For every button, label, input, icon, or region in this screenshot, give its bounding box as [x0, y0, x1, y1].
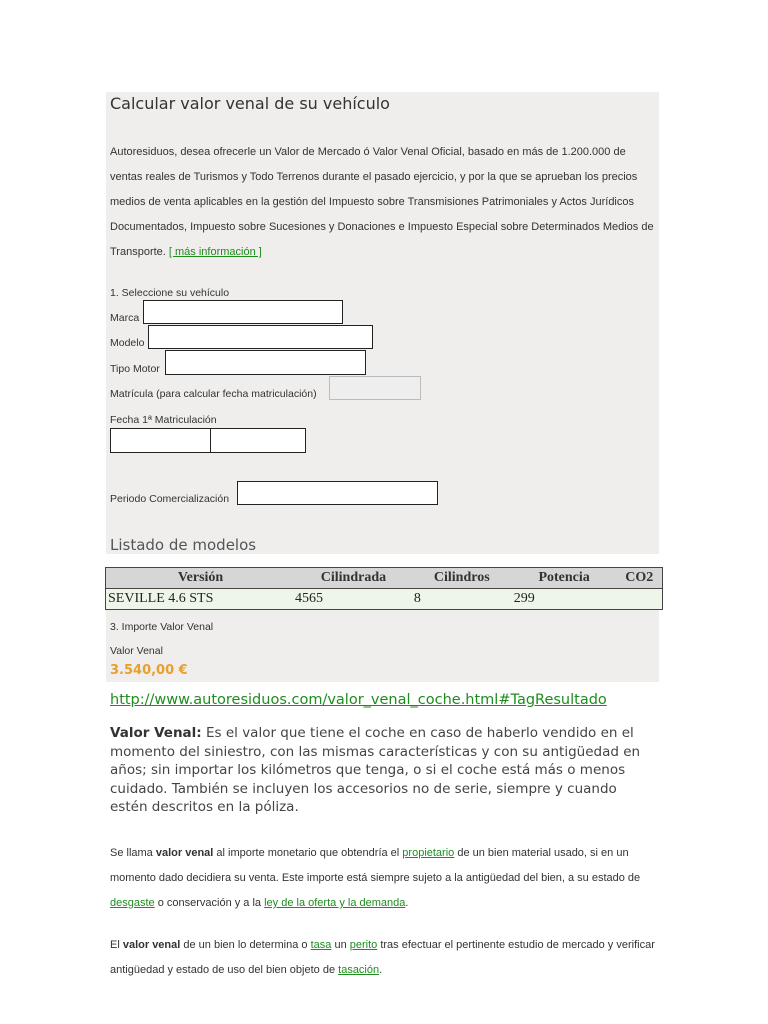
definition-term: Valor Venal:: [110, 725, 202, 741]
result-panel: [106, 609, 659, 682]
col-potencia: Potencia: [512, 568, 617, 589]
marca-select[interactable]: [143, 300, 343, 324]
perito-link[interactable]: perito: [349, 939, 378, 951]
p1-text-d: de un bien material usado, si en un momento dado decidiera su venta. Este importe está siempre sujeto a la antigüedad del bien, a su estado de: [110, 847, 641, 884]
desgaste-link[interactable]: desgaste: [110, 897, 155, 909]
col-cilindros: Cilindros: [412, 568, 512, 589]
intro-paragraph: [110, 140, 660, 265]
marca-label: Marca: [110, 312, 140, 324]
paragraph-1: [110, 841, 662, 916]
intro-text: Autoresiduos, desea ofrecerle un Valor de Mercado ó Valor Venal Oficial, basado en más de 1.200.000 de ventas reales de Turismos y Todo Terrenos durante el pasado ejercicio, y por la que se aprueban los precios medios de venta aplicables en la gestión del Impuesto sobre Transmisiones Patrimoniales y Actos Jurídicos Documentados, Impuesto sobre Sucesiones y Donaciones e Impuesto Especial sobre Determinados Medios de Transporte.: [110, 146, 654, 258]
p1-bold: valor venal: [155, 847, 214, 859]
p1-text-f: .: [405, 897, 409, 909]
modelo-select[interactable]: [148, 325, 373, 349]
definition-paragraph: [110, 724, 655, 817]
source-url-link[interactable]: http://www.autoresiduos.com/valor_venal_coche.html#TagResultado: [110, 692, 607, 708]
p2-text-c: de un bien lo determina o: [180, 939, 311, 951]
definition-text: Es el valor que tiene el coche en caso de haberlo vendido en el momento del siniestro, con las mismas características y con su antigüedad en años; sin importar los kilómetros que tenga, o si el coche está más o menos cuidado. También se incluyen los accesorios no de serie, siempre y cuando estén descritos en la póliza.: [110, 725, 641, 815]
p1-text-a: Se llama: [110, 847, 156, 859]
fecha-month-select[interactable]: [110, 428, 211, 453]
models-table: [105, 567, 663, 610]
cell-cilindros: 8: [412, 589, 512, 610]
cell-potencia: 299: [512, 589, 617, 610]
tasacion-link[interactable]: tasación: [338, 964, 380, 976]
more-info-link[interactable]: [ más información ]: [168, 246, 262, 258]
p2-bold: valor venal: [122, 939, 181, 951]
col-co2: CO2: [617, 568, 663, 589]
modelo-label: Modelo: [110, 337, 145, 349]
periodo-select[interactable]: [237, 481, 438, 505]
periodo-label: Periodo Comercialización: [110, 493, 230, 505]
valor-venal-amount: 3.540,00 €: [110, 663, 188, 678]
fecha-year-select[interactable]: [210, 428, 306, 453]
tipo-motor-label: Tipo Motor: [110, 363, 160, 375]
valor-venal-label: Valor Venal: [110, 645, 163, 657]
paragraph-2: [110, 933, 662, 983]
oferta-demanda-link[interactable]: ley de la oferta y la demanda: [264, 897, 406, 909]
table-row[interactable]: [106, 589, 663, 610]
p2-text-a: El: [110, 939, 123, 951]
p2-text-d: un: [331, 939, 350, 951]
tasa-link[interactable]: tasa: [310, 939, 332, 951]
step1-label: 1. Seleccione su vehículo: [110, 287, 230, 299]
p1-text-e: o conservación y a la: [154, 897, 265, 909]
tipo-motor-select[interactable]: [165, 350, 366, 375]
page-title: Calcular valor venal de su vehículo: [110, 94, 390, 113]
cell-version: SEVILLE 4.6 STS: [106, 589, 296, 610]
cell-co2: [617, 589, 663, 610]
matricula-label: Matrícula (para calcular fecha matriculación): [110, 388, 317, 400]
propietario-link[interactable]: propietario: [402, 847, 455, 859]
models-heading: Listado de modelos: [110, 536, 257, 554]
p1-text-c: al importe monetario que obtendría el: [213, 847, 403, 859]
cell-cilindrada: 4565: [295, 589, 412, 610]
fecha-label: Fecha 1ª Matriculación: [110, 414, 217, 426]
col-cilindrada: Cilindrada: [295, 568, 412, 589]
step3-label: 3. Importe Valor Venal: [110, 621, 214, 633]
col-version: Versión: [106, 568, 296, 589]
matricula-input[interactable]: [329, 376, 421, 400]
p2-text-e: tras efectuar el pertinente estudio de mercado y verificar antigüedad y estado de uso del bien objeto de: [110, 939, 655, 976]
p2-text-f: .: [379, 964, 383, 976]
